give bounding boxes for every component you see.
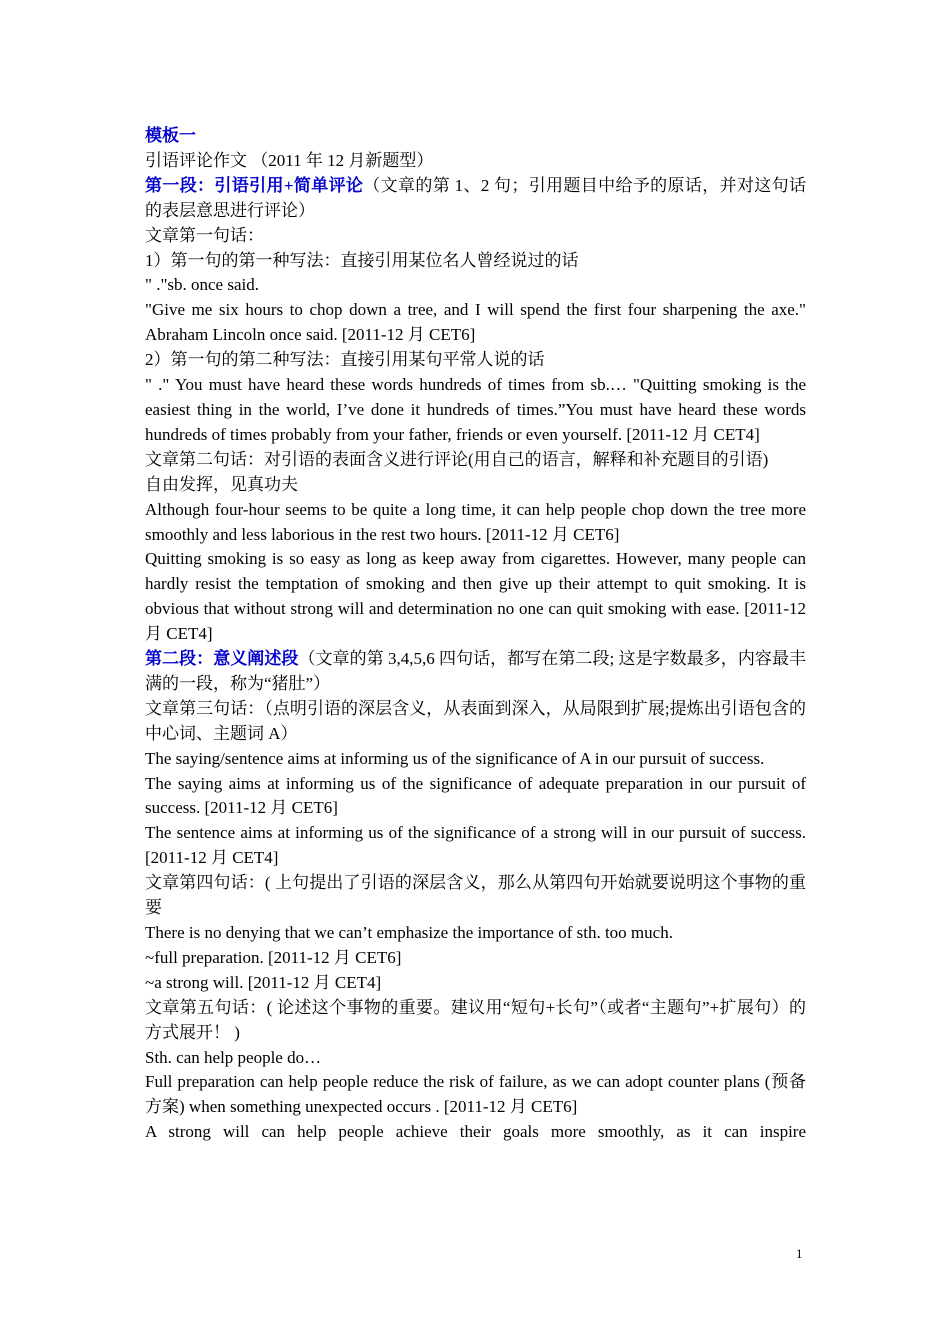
sentence-four-label: 文章第四句话：( 上句提出了引语的深层含义，那么从第四句开始就要说明这个事物的重要 xyxy=(145,873,806,918)
page-number: 1 xyxy=(796,1246,803,1261)
example-four-hour: Although four-hour seems to be quite a long time, it can help people chop down the tree more smoothly and less laborious in the rest two hours. [2011-12 月 CET6] xyxy=(145,499,806,544)
sentence-two-label: 文章第二句话：对引语的表面含义进行评论(用自己的语言，解释和补充题目的引语) xyxy=(145,449,769,469)
example-quitting: " ." You must have heard these words hundreds of times from sb.… "Quitting smoking is the easiest thing in the world, I’ve done it hundreds of times.”You must have heard these words hundreds of times probably from your father, friends or even yourself. [2011-12 月 CET4] xyxy=(145,375,806,444)
example-inspire: A strong will can help people achieve their goals more smoothly, as it can inspire xyxy=(145,1122,806,1142)
paragraph-one-note: （文章的第 1、2 句；引用题目中给予的原话，并对这句话的表层意思进行评论） xyxy=(145,175,807,220)
document-body xyxy=(145,124,806,1145)
template-heading: 模板一 xyxy=(145,126,196,145)
pattern-one: " ."sb. once said. xyxy=(145,275,259,295)
example-preparation: The saying aims at informing us of the significance of adequate preparation in our pursuit of success. [2011-12 月 CET6] xyxy=(145,773,806,818)
example-strong-will: The sentence aims at informing us of the significance of a strong will in our pursuit of success. [2011-12 月 CET4] xyxy=(145,823,806,868)
method-two: 2）第一句的第二种写法：直接引用某句平常人说的话 xyxy=(145,350,545,370)
free-writing-note: 自由发挥，见真功夫 xyxy=(145,474,298,494)
example-quit-easy: Quitting smoking is so easy as long as keep away from cigarettes. However, many people can hardly resist the temptation of smoking and then give up their attempt to quit smoking. It is obvious that without strong will and determination no one can quit smoking with ease. [2011-12 月 CET4] xyxy=(145,549,806,644)
pattern-importance: There is no denying that we can’t emphasize the importance of sth. too much. xyxy=(145,923,673,942)
pattern-significance: The saying/sentence aims at informing us of the significance of A in our pursuit of success. xyxy=(145,748,765,768)
paragraph-one-title xyxy=(145,174,806,224)
paragraph-two-note: （文章的第 3,4,5,6 四句话，都写在第二段; 这是字数最多，内容最丰满的一段，称为“猪肚”） xyxy=(145,649,806,693)
example-counter-plans: Full preparation can help people reduce the risk of failure, as we can adopt counter plans (预备方案) when something unexpected occurs . [2011-12 月 CET6] xyxy=(145,1072,806,1117)
example-full-preparation: ~full preparation. [2011-12 月 CET6] xyxy=(145,947,402,967)
method-one: 1）第一句的第一种写法：直接引用某位名人曾经说过的话 xyxy=(145,250,579,270)
paragraph-two-title xyxy=(145,647,806,697)
sentence-one-label: 文章第一句话： xyxy=(145,225,264,245)
example-a-strong-will: ~a strong will. [2011-12 月 CET4] xyxy=(145,972,382,992)
essay-type-subtitle: 引语评论作文 （2011 年 12 月新题型） xyxy=(145,150,434,170)
pattern-help: Sth. can help people do… xyxy=(145,1047,322,1067)
sentence-five-label: 文章第五句话：( 论述这个事物的重要。建议用“短句+长句”（或者“主题句”+扩展句）的方式展开！ ) xyxy=(145,997,806,1042)
paragraph-one-head: 第一段：引语引用+简单评论 xyxy=(145,175,364,195)
sentence-three-label: 文章第三句话：（点明引语的深层含义，从表面到深入，从局限到扩展;提炼出引语包含的中心词、主题词 A） xyxy=(145,698,806,743)
paragraph-two-head: 第二段：意义阐述段 xyxy=(145,649,299,669)
example-lincoln: "Give me six hours to chop down a tree, and I will spend the first four sharpening the axe." Abraham Lincoln once said. [2011-12 月 CET6] xyxy=(145,300,806,345)
